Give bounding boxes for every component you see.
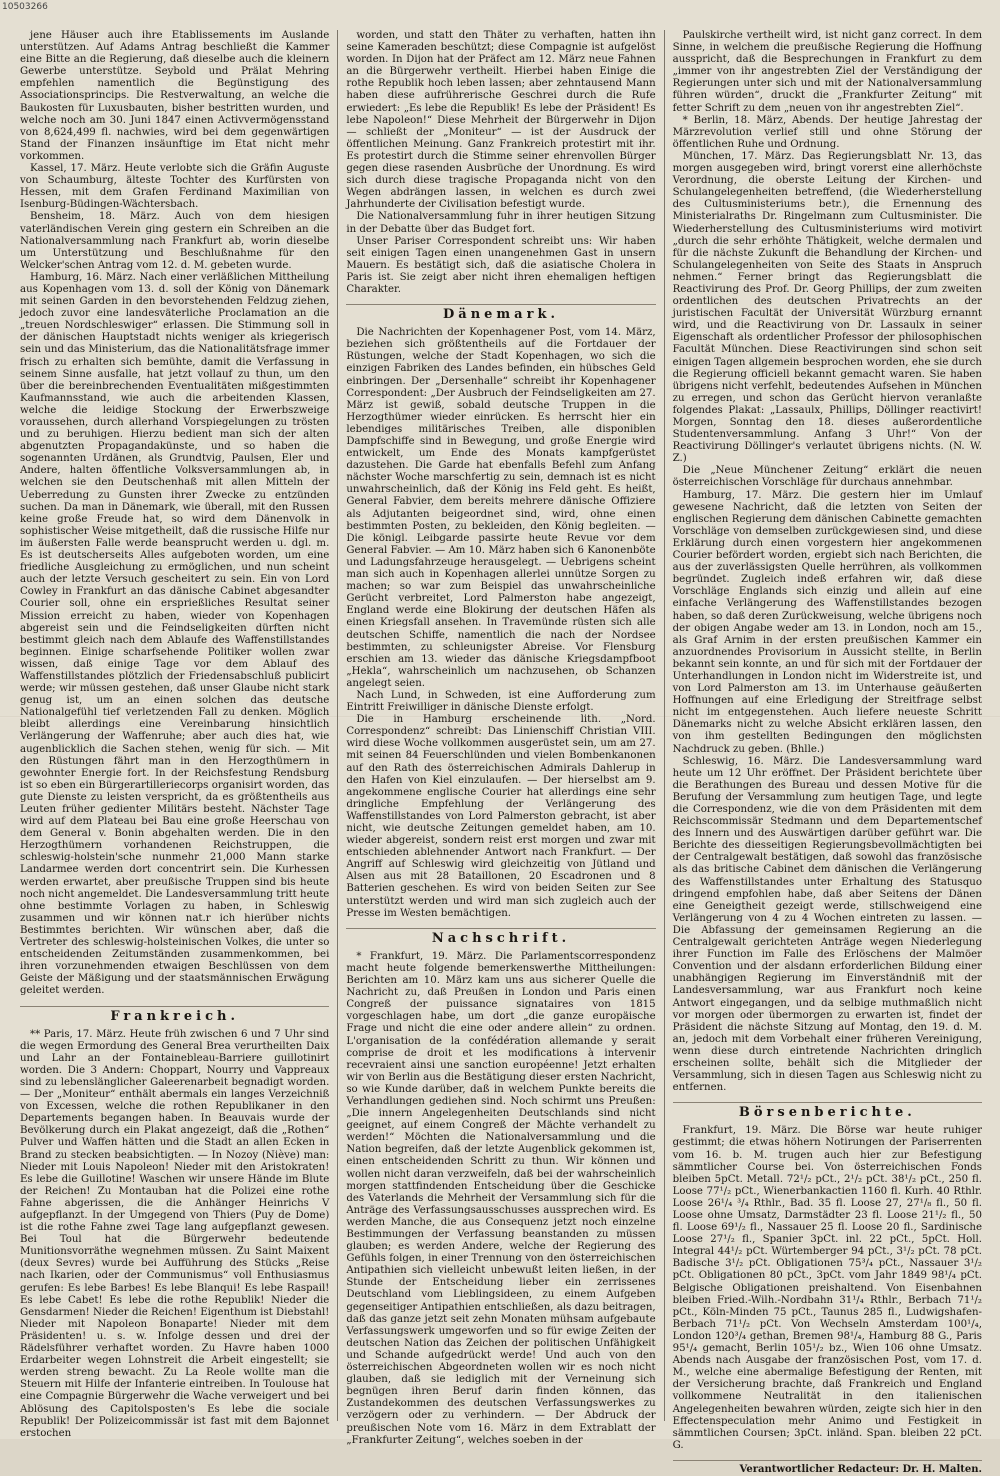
article-paragraph: Nach Lund, in Schweden, ist eine Aufforderung zum Eintritt Freiwilliger in dänische Dienste erfolgt. (346, 689, 656, 714)
article-paragraph: Frankfurt, 19. März. Die Börse war heute ruhiger gestimmt; die etwas höhern Notirungen der Pariserrenten vom 16. b. M. trugen auch hier zur Befestigung sämmtlicher Course bei. Von österreichischen Fonds bleiben 5pCt. Metall. 72¹/₂ pCt., 2¹/₂ pCt. 38¹/₂ pCt., 250 fl. Loose 77¹/₂ pCt., Wienerbankactien 1160 fl. Kurh. 40 Rthlr. Loose 26¹/₄ ³/₄ Rthlr., Bad. 35 fl. Loose 27, 27¹/₈ fl., 50 fl. Loose ohne Umsatz, Darmstädter 23 fl. Loose 21¹/₂ fl., 50 fl. Loose 69¹/₂ fl., Nassauer 25 fl. Loose 20 fl., Sardinische Loose 27¹/₂ fl., Spanier 3pCt. inl. 22 pCt., 5pCt. Holl. Integral 44¹/₂ pCt. Würtemberger 94 pCt., 3¹/₂ pCt. 78 pCt. Badische 3¹/₂ pCt. Obligationen 75³/₄ pCt., Nassauer 3¹/₂ pCt. Obligationen 80 pCt., 3pCt. vom Jahr 1849 98¹/₄ pCt. Belgische Obligationen preishaltend. Von Eisenbahnen bleiben Fried.-Wilh.-Nordbahn 31¹/₄ Rthlr., Berbach 71¹/₂ pCt., Köln-Minden 75 pCt., Taunus 285 fl., Ludwigshafen-Berbach 71¹/₂ pCt. Von Wechseln Amsterdam 100¹/₄, London 120³/₄ gethan, Bremen 98¹/₄, Hamburg 88 G., Paris 95¹/₄ gemacht, Berlin 105¹/₂ bz., Wien 106 ohne Umsatz. Abends nach Ausgabe der französischen Post, vom 17. d. M., welche eine abermalige Befestigung der Renten, mit der Versicherung brachte, daß Frankreich und England vollkommene Neutralität in den italienischen Angelegenheiten bewahren würden, zeigte sich hier in den Effectenspeculation mehr Animo und Festigkeit in sämmtlichen Coursen; 3pCt. inländ. Span. bleiben 22 pCt. G. (672, 1125, 982, 1451)
article-paragraph: Die Nachrichten der Kopenhagener Post, vom 14. März, beziehen sich größtentheils auf die Fortdauer der Rüstungen, welche der Stadt Kopenhagen, wo sich die einzigen Fabriken des Landes befinden, ein hübsches Geld einbringen. Der „Dersenhalle“ schreibt ihr Kopenhagener Correspondent: „Der Ausbruch der Feindseligkeiten am 27. März ist gewiß, sobald deutsche Truppen in die Herzogthümer wieder einrücken. Es herrscht hier ein lebendiges militärisches Treiben, alle disponiblen Dampfschiffe sind in Bewegung, und große Energie wird entwickelt, um Ende des Monats kampfgerüstet dazustehen. Die Garde hat ebenfalls Befehl zum Anfang nächster Woche marschfertig zu sein, demnach ist es nicht unwahrscheinlich, daß der König ins Feld geht. Es heißt, General Fabvier, dem bereits mehrere dänische Offiziere als Adjutanten beigeordnet sind, wird, ohne einen bestimmten Posten, zu bekleiden, den König begleiten. — Die königl. Leibgarde passirte heute Revue vor dem General Fabvier. — Am 10. März haben sich 6 Kanonenböte und Ladungsfahrzeuge herausgelegt. — Uebrigens scheint man sich auch in Kopenhagen allerlei unnütze Sorgen zu machen; so war zum Beispiel das unwahrscheinliche Gerücht verbreitet, Lord Palmerston habe angezeigt, England werde eine Blokirung der deutschen Häfen als einen Kriegsfall ansehen. In Travemünde rüsten sich alle deutschen Schiffe, namentlich die nach der Nordsee bestimmten, zu schleunigster Abreise. Vor Flensburg erschien am 13. wieder das dänische Kriegsdampfboot „Hekla“, wahrscheinlich um nachzusehen, ob Schanzen angelegt seien. (346, 327, 656, 689)
article-paragraph: München, 17. März. Das Regierungsblatt Nr. 13, das morgen ausgegeben wird, bringt vorerst eine allerhöchste Verordnung, die oberste Leitung der Kirchen- und Schulangelegenheiten betreffend, (die Wiederherstellung des Cultusministeriums betr.), die Ernennung des Ministerialraths Dr. Ringelmann zum Cultusminister. Die Wiederherstellung des Cultusministeriums wird motivirt „durch die sehr erhöhte Thätigkeit, welche dermalen und für die nächste Zukunft die Behandlung der Kirchen- und Schulangelegenheiten von Seite des Staats in Anspruch nehmen.“ Ferner bringt das Regierungsblatt die Reactivirung des Prof. Dr. Georg Phillips, der zum zweiten ordentlichen des deutschen Privatrechts an der juristischen Facultät der Universität Würzburg ernannt wird, und die Reactivirung von Dr. Lassaulx in seiner Eigenschaft als ordentlicher Professor der philosophischen Facultät München. Diese Reactivirungen sind schon seit einigen Tagen allgemein besprochen worden, ehe sie durch die Regierung officiell bekannt gemacht waren. Sie haben übrigens nicht verfehlt, bedeutendes Aufsehen in München zu erregen, und schon das Gerücht hiervon veranlaßte folgendes Plakat: „Lassaulx, Phillips, Döllinger reactivirt! Morgen, Sonntag den 18. dieses außerordentliche Studentenversammlung. Anfang 3 Uhr!“ Von der Reactivirung Döllinger's verlautet übrigens nichts. (N. W. Z.) (672, 150, 982, 465)
article-paragraph: * Frankfurt, 19. März. Die Parlamentscorrespondenz macht heute folgende bemerkenswerthe Mittheilungen: Berichten am 10. März kam uns aus sicherer Quelle die Nachricht zu, daß Preußen in London und Paris einen Congreß der puissance signataires von 1815 vorgeschlagen habe, um dort „die ganze europäische Frage und nicht die eine oder andere allein“ zu ordnen. L'organisation de la confédération allemande y serait comprise de droit et les modifications à intervenir recevraient ainsi une sanction européenne! Jetzt erhalten wir von Berlin aus die Bestätigung dieser ersten Nachricht, so wie Kunde darüber, daß in welchem Punkte bereits die Verhandlungen gediehen sind. Noch schirmt uns Preußen: „Die innern Angelegenheiten Deutschlands sind nicht geeignet, auf einem Congreß der Mächte verhandelt zu werden!“ Möchten die Nationalversammlung und die Nation begreifen, daß der letzte Augenblick gekommen ist, einen entscheidenden Schritt zu thun. Wir können und wollen nicht daran verzweifeln, daß bei der wahrscheinlich morgen stattfindenden Entscheidung über die Geschicke des Vaterlands die Mehrheit der Versammlung sich für die Anträge des Verfassungsausschusses aussprechen wird. Es werden Manche, die aus Consequenz jetzt noch einzelne Bestimmungen der Verfassung beanstanden zu müssen glauben; es werden Andere, welche der Regierung des Gefühls folgen, in einer Trennung von den österreichischen Antipathien sich vielleicht unbewußt leiten ließen, in der Stunde der Entscheidung lieber ein zerrissenes Deutschland vom Lieblingsideen, zu einem Aufgeben gegenseitiger Antipathien entschließen, als dazu beitragen, daß das ganze jetzt seit zehn Monaten mühsam aufgebaute Verfassungswerk umgeworfen und so für ewige Zeiten der deutschen Nation das Zeichen der politischen Unfähigkeit und Schande aufgedrückt werde! Und auch von den österreichischen Abgeordneten wollen wir es noch nicht glauben, daß sie lediglich mit der Verneinung sich begnügen ihren Beruf darin finden können, das Zustandekommen des deutschen Verfassungswerkes zu verzögern oder zu verhindern. — Der Abdruck der preußischen Note vom 16. März in dem Extrablatt der „Frankfurter Zeitung“, welches soeben in der (346, 950, 656, 1446)
article-paragraph: Schleswig, 16. März. Die Landesversammlung ward heute um 12 Uhr eröffnet. Der Präsident berichtete über die Berathungen des Bureau und dessen Motive für die Berufung der Versammlung zum heutigen Tage, und legte die Correspondenz, wie die von dem Präsidenten mit dem Reichscommissär Stedmann und dem Departementschef des Innern und des Auswärtigen darüber geführt war. Die Berichte des diesseitigen Regierungsbevollmächtigten bei der Centralgewalt bestätigen, daß sowohl das französische als das britische Cabinet dem dänischen die Verlängerung des Waffenstillstandes unter Erhaltung des Statusquo dringend empfohlen habe, daß aber Seitens der Dänen eine Geneigtheit gezeigt werde, stillschweigend eine Verlängerung von 4 zu 4 Wochen eintreten zu lassen. — Die Abfassung der gemeinsamen Regierung an die Centralgewalt gerichteten Anträge wegen Niederlegung ihrer Function im Falle des Erlöschens der Malmöer Convention und der alsdann erforderlichen Bildung einer unabhängigen Regierung im Einverständniß mit der Landesversammlung, war aus Frankfurt noch keine Antwort eingegangen, und da selbige muthmaßlich nicht vor morgen oder übermorgen zu erwarten ist, findet der Präsident die nächste Sitzung auf Montag, den 19. d. M. an, jedoch mit dem Vorbehalt einer früheren Vereinigung, wenn diese durch eintretende Nachrichten dringlich erscheinen sollte, behält sich die Mitglieder der Versammlung, sich in diesen Tagen aus Schleswig nicht zu entfernen. (672, 755, 982, 1094)
columns (12, 30, 990, 1475)
article-paragraph: Die „Neue Münchener Zeitung“ erklärt die neuen österreichischen Vorschläge für durchaus annehmbar. (672, 465, 982, 489)
section-heading: Frankreich. (20, 1006, 329, 1023)
article-paragraph: Unser Pariser Correspondent schreibt uns: Wir haben seit einigen Tagen einen unangenehmen Gast in unsern Mauern. Es bestätigt sich, daß die asiatische Cholera in Paris ist. Sie zeigt aber nicht ihren ehemaligen heftigen Charakter. (346, 235, 656, 295)
article-paragraph: ** Paris, 17. März. Heute früh zwischen 6 und 7 Uhr sind die wegen Ermordung des General Brea verurtheilten Daix und Lahr an der Fontainebleau-Barriere guillotinirt worden. Die 3 Andern: Choppart, Nourry und Vappreaux sind zu lebenslänglicher Galeerenarbeit begnadigt worden. — Der „Moniteur“ enthält abermals ein langes Verzeichniß von Excessen, welche die rothen Republikaner in den Departements begangen haben. In Beauvais wurde der Bevölkerung durch ein Plakat angezeigt, daß die „Rothen“ Pulver und Waffen hätten und die Stadt an allen Ecken in Brand zu stecken beabsichtigten. — In Nozoy (Niève) man: Nieder mit Louis Napoleon! Nieder mit den Aristokraten! Es lebe die Guillotine! Waschen wir unsere Hände im Blute der Reichen! Zu Montauban hat die Polizei eine rothe Fahne abgerissen, die die Anhänger Heinrichs V aufgepflanzt. In der Umgegend von Thiers (Puy de Dome) ist die rothe Fahne zwei Tage lang aufgepflanzt gewesen. Bei Toul hat die Bürgerwehr bedeutende Munitionsvorräthe wegnehmen müssen. Zu Saint Maixent (deux Sevres) wurde bei Aufführung des Stücks „Reise nach Ikarien, oder der Communismus“ voll Enthusiasmus gerufen: Es lebe Barbes! Es lebe Blanqui! Es lebe Raspail! Es lebe Cabet! Es lebe die rothe Republik! Nieder die Gensdarmen! Nieder die Reichen! Eigenthum ist Diebstahl! Nieder mit Napoleon Bonaparte! Nieder mit dem Präsidenten! u. s. w. Infolge dessen und drei der Rädelsführer verhaftet worden. Zu Havre haben 1000 Erdarbeiter wegen Lohnstreit die Arbeit eingestellt; sie werden streng bewacht. Zu La Reole wollte man die Steuern mit Hilfe der Infanterie eintreiben. In Toulouse hat eine Compagnie Bürgerwehr die Wache verweigert und bei Ablösung des Capitolsposten's Es lebe die sociale Republik! Der Polizeicommissär ist fast mit dem Bajonnet erstochen (20, 1028, 330, 1439)
editor-line: Verantwortlicher Redacteur: Dr. H. Malten. (673, 1460, 982, 1476)
article-paragraph: Die Nationalversammlung fuhr in ihrer heutigen Sitzung in der Debatte über das Budget fort. (346, 211, 656, 235)
article-paragraph: jene Häuser auch ihre Etablissements im Auslande unterstützen. Auf Adams Antrag beschließt die Kammer eine Bitte an die Regierung, daß dieselbe auch die kleinern Gewerbe unterstütze. Seybold und Prälat Mehring empfehlen namentlich die Begünstigung des Associationsprincips. Die Restverwaltung, an welche die Baukosten für Luxusbauten, bisher bestritten wurden, und welche noch am 30. Juni 1847 einen Activvermögensstand von 8,624,499 fl. nachwies, wird bei dem gegenwärtigen Stand der Finanzen insäunftige im Etat nicht mehr vorkommen. (20, 30, 330, 162)
article-paragraph: Bensheim, 18. März. Auch von dem hiesigen vaterländischen Verein ging gestern ein Schreiben an die Nationalversammlung nach Frankfurt ab, worin dieselbe um Unterstützung und Beschlußnahme für den Welcker'schen Antrag vom 12. d. M. gebeten wurde. (20, 211, 330, 271)
section-heading: Nachschrift. (346, 928, 655, 945)
page-id: 10503266 (2, 2, 48, 12)
column-left (12, 30, 337, 1439)
article-paragraph: Kassel, 17. März. Heute verlobte sich die Gräfin Auguste von Schaumburg, älteste Tochter des Kurfürsten von Hessen, mit dem Grafen Ferdinand Maximilian von Isenburg-Büdingen-Wächtersbach. (20, 163, 330, 211)
column-right (664, 30, 990, 1475)
article-paragraph: Die in Hamburg erscheinende lith. „Nord. Correspondenz“ schreibt: Das Linienschiff Christian VIII. wird diese Woche vollkommen ausgerüstet sein, um am 27. mit seinen 84 Feuerschlünden und vielen Bombenkanonen auf den Rath des österreichischen Admirals Dahlerup in den Hafen von Kiel einzulaufen. — Der hierselbst am 9. angekommene englische Courier hat allerdings eine sehr dringliche Empfehlung der Verlängerung des Waffenstillstandes von Lord Palmerston gebracht, ist aber nicht, wie deutsche Zeitungen gemeldet haben, am 10. wieder abgereist, sondern reist erst morgen und zwar mit entschieden ablehnender Antwort nach Frankfurt. — Der Angriff auf Schleswig wird gleichzeitig von Jütland und Alsen aus mit 28 Bataillonen, 20 Escadronen und 8 Batterien geschehen. Es wird von beiden Seiten zur See unterstützt werden und wird man sich zugleich auch der Presse im Westen bemächtigen. (346, 714, 656, 919)
article-paragraph: * Berlin, 18. März, Abends. Der heutige Jahrestag der Märzrevolution verlief still und ohne Störung der öffentlichen Ruhe und Ordnung. (672, 114, 982, 150)
article-paragraph: Paulskirche vertheilt wird, ist nicht ganz correct. In dem Sinne, in welchem die preußische Regierung die Hoffnung ausspricht, daß die Besprechungen in Frankfurt zu dem „immer von ihr angestrebten Ziel der Verständigung der Regierungen unter sich und mit der Nationalversammlung führen würden“, druckt die „Frankfurter Zeitung“ mit fetter Schrift zu dem „neuen von ihr angestrebten Ziel“. (672, 30, 982, 114)
article-paragraph: Hamburg, 16. März. Nach einer verläßlichen Mittheilung aus Kopenhagen vom 13. d. soll der König von Dänemark mit seinen Garden in den bevorstehenden Feldzug ziehen, jedoch zuvor eine landesväterliche Proclamation an die „treuen Nordschleswiger“ erlassen. Die Stimmung soll in der dänischen Hauptstadt nichts weniger als kriegerisch sein und das Ministerium, das die Nationalitätsfrage immer frisch zu erhalten sich bemühte, damit die Verfassung in seinem Sinne ausfalle, hat jetzt vollauf zu thun, um den über die bereinbrechenden Eventualitäten mißgestimmten Kaufmannsstand, wie auch die arbeitenden Klassen, welche die leidige Stockung der Erwerbszweige voraussehen, durch allerhand Vorspiegelungen zu trösten und zu beruhigen. Hierzu bedient man sich der alten abgenutzten Propagandakünste, und so haben die sogenannten Urdänen, als Grundtvig, Paulsen, Eler und Andere, halten öffentliche Volksversammlungen ab, in welchen sie den Deutschenhaß mit allen Mitteln der Ueberredung zu Gunsten ihrer Zwecke zu entzünden suchen. Da man in Dänemark, wie überall, mit den Russen keine große Freude hat, so wird dem Dänenvolk in sophistischer Weise mitgetheilt, daß die russische Hilfe nur im äußersten Falle werde beansprucht werden u. dgl. m. Es ist deutscherseits Alles aufgeboten worden, um eine friedliche Ausgleichung zu ermöglichen, und nun scheint auch der letzte Versuch gescheitert zu sein. Ein von Lord Cowley in Frankfurt an das dänische Cabinet abgesandter Courier soll, ohne ein ersprießliches Resultat seiner Mission erreicht zu haben, wieder von Kopenhagen abgereist sein und die Feindseligkeiten dürften nicht bestimmt gleich nach dem Ablaufe des Waffenstillstandes beginnen. Einige scharfsehende Politiker wollen zwar wissen, daß einige Tage vor dem Ablauf des Waffenstillstandes plötzlich der Friedensabschluß publicirt werde; wir müssen gestehen, daß unser Glaube nicht stark genug ist, um an einen solchen das deutsche Nationalgefühl tief verletzenden Fall zu denken. Möglich bleibt allerdings eine Vereinbarung hinsichtlich Verlängerung der Waffenruhe; aber auch dies hat, wie augenblicklich die Sachen stehen, wenig für sich. — Mit den Rüstungen fährt man in den Herzogthümern in gewohnter Energie fort. In der Reichsfestung Rendsburg ist so eben ein Bürgerartilleriecorps organisirt worden, das gute Dienste zu leisten verspricht, da es größtentheils aus Leuten früher gedienter Militärs besteht. Nächster Tage wird auf dem Plateau bei Bau eine große Heerschau von dem General v. Bonin abgehalten werden. Die in den Herzogthümern vorhandenen Reichstruppen, die schleswig-holstein'sche nunmehr 21,000 Mann starke Landarmee werden dort concentrirt sein. Die Kurhessen werden erwartet, aber preußische Truppen sind bis heute noch nicht angemeldet. Die Landesversammlung tritt heute ohne bestimmte Vorlagen zu haben, in Schleswig zusammen und wir können nat.r ich hierüber nichts Bestimmtes berichten. Wir wünschen aber, daß die Vertreter des schleswig-holsteinischen Volkes, die unter so entscheidenden Zeitumständen zusammenkommen, bei ihren vorzunehmenden etwaigen Beschlüssen von dem Geiste der Mäßigung und der staatsmännischen Erwägung geleitet werden. (20, 271, 330, 997)
column-middle (337, 30, 663, 1446)
article-paragraph: worden, und statt den Thäter zu verhaften, hatten ihn seine Kameraden beschützt; diese Compagnie ist aufgelöst worden. In Dijon hat der Präfect am 12. März neue Fahnen an die Bürgerwehr vertheilt. Hierbei haben Einige die rothe Republik hoch leben lassen; aber zehntausend Mann haben diese aufrührerische Geschrei durch die Rufe erwiedert: „Es lebe die Republik! Es lebe der Präsident! Es lebe Napoleon!“ Diese Mehrheit der Bürgerwehr in Dijon — schließt der „Moniteur“ — ist der Ausdruck der öffentlichen Meinung. Ganz Frankreich protestirt mit ihr. Es protestirt durch die Stimme seiner ehrenvollen Bürger gegen diese rasenden Ausbrüche der Unordnung. Es wird sich durch diese tragische Propaganda nicht von den Wegen abdrängen lassen, in welchen es durch zwei Jahrhunderte der Civilisation befestigt wurde. (346, 30, 656, 211)
section-heading: Dänemark. (346, 304, 655, 321)
section-heading: Börsenberichte. (673, 1102, 982, 1119)
article-paragraph: Hamburg, 17. März. Die gestern hier im Umlauf gewesene Nachricht, daß die letzten von Seiten der englischen Regierung dem dänischen Cabinette gemachten Vorschläge von demselben zurückgewiesen sind, und diese Erklärung durch einen vorgestern hier angekommenen Courier befördert worden, ergiebt sich nach Berichten, die aus der zuverlässigsten Quelle herrühren, als vollkommen begründet. Zugleich indeß erfahren wir, daß diese Vorschläge Englands sich einzig und allein auf eine einfache Verlängerung des Waffenstillstandes bezogen haben, so daß deren Zurückweisung, welche übrigens noch der obigen Angabe weder am 13. in London, noch am 15., als Graf Arnim in der ersten preußischen Kammer ein anzuordnendes Provisorium in Aussicht stellte, in Berlin bekannt sein konnte, an und für sich mit der Fortdauer der Unterhandlungen in London nicht im Widerstreite ist, und von Lord Palmerston am 13. im Unterhause geäußerten Hoffnungen auf eine Erledigung der Streitfrage selbst nicht im entgegenstehen. Auch liefere neueste Schritt Dänemarks nicht zu welche Absicht erklären lassen, den von ihm gestellten Bedingungen den möglichsten Nachdruck zu geben. (Bhlle.) (672, 489, 982, 755)
